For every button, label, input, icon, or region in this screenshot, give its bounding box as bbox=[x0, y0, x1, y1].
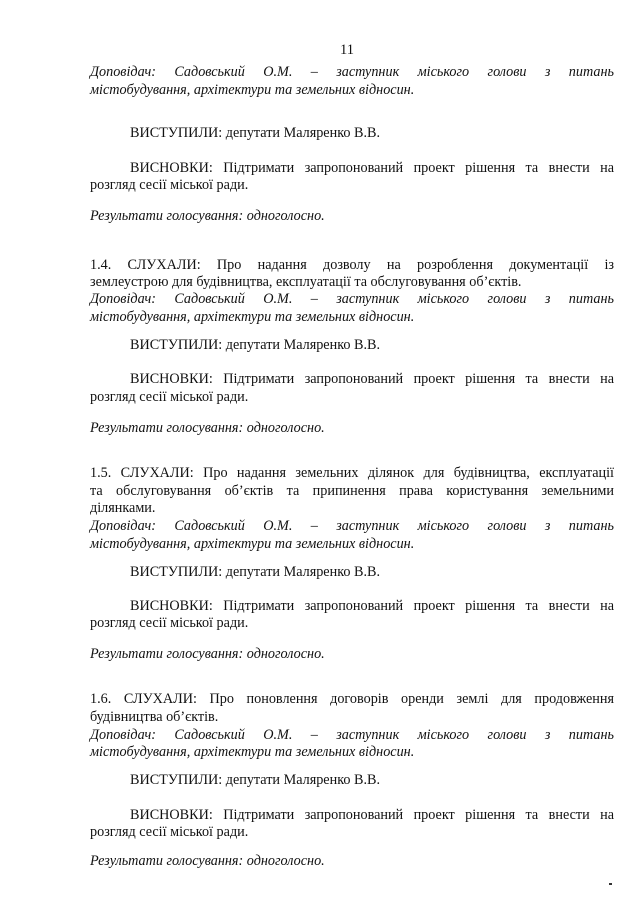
heard-line: землеустрою для будівництва, експлуатації та обслуговування об’єктів. bbox=[90, 274, 522, 290]
voting-result: Результати голосування: одноголосно. bbox=[90, 853, 325, 869]
heard-line: 1.5. СЛУХАЛИ: Про надання земельних ділянок для будівництва, експлуатації bbox=[90, 465, 614, 481]
voting-result: Результати голосування: одноголосно. bbox=[90, 208, 325, 224]
conclusion-line: розгляд сесії міської ради. bbox=[90, 389, 249, 405]
heard-line: будівництва об’єктів. bbox=[90, 709, 219, 725]
speaker-line: Доповідач: Садовський О.М. – заступник міського голови з питань bbox=[90, 727, 614, 743]
conclusion-line: ВИСНОВКИ: Підтримати запропонований проект рішення та внести на bbox=[130, 807, 614, 823]
conclusion-line: ВИСНОВКИ: Підтримати запропонований проект рішення та внести на bbox=[130, 598, 614, 614]
voting-result: Результати голосування: одноголосно. bbox=[90, 420, 325, 436]
heard-line: 1.4. СЛУХАЛИ: Про надання дозволу на розроблення документації із bbox=[90, 257, 614, 273]
heard-line: та обслуговування об’єктів та припинення права користування земельними bbox=[90, 483, 614, 499]
conclusion-line: розгляд сесії міської ради. bbox=[90, 177, 249, 193]
speaker-line: містобудування, архітектури та земельних відносин. bbox=[90, 744, 415, 760]
conclusion-line: ВИСНОВКИ: Підтримати запропонований проект рішення та внести на bbox=[130, 371, 614, 387]
conclusion-line: розгляд сесії міської ради. bbox=[90, 824, 249, 840]
speakers-line: ВИСТУПИЛИ: депутати Маляренко В.В. bbox=[130, 564, 381, 580]
scan-mark bbox=[609, 883, 612, 885]
conclusion-line: розгляд сесії міської ради. bbox=[90, 615, 249, 631]
speaker-line: містобудування, архітектури та земельних відносин. bbox=[90, 82, 415, 98]
speaker-line: Доповідач: Садовський О.М. – заступник міського голови з питань bbox=[90, 518, 614, 534]
heard-line: ділянками. bbox=[90, 500, 156, 516]
speakers-line: ВИСТУПИЛИ: депутати Маляренко В.В. bbox=[130, 337, 381, 353]
speaker-line: містобудування, архітектури та земельних відносин. bbox=[90, 309, 415, 325]
heard-line: 1.6. СЛУХАЛИ: Про поновлення договорів оренди землі для продовження bbox=[90, 691, 614, 707]
speakers-line: ВИСТУПИЛИ: депутати Маляренко В.В. bbox=[130, 125, 381, 141]
speaker-line: містобудування, архітектури та земельних відносин. bbox=[90, 536, 415, 552]
speaker-line: Доповідач: Садовський О.М. – заступник міського голови з питань bbox=[90, 291, 614, 307]
page-number: 11 bbox=[340, 42, 354, 58]
voting-result: Результати голосування: одноголосно. bbox=[90, 646, 325, 662]
speaker-line: Доповідач: Садовський О.М. – заступник міського голови з питань bbox=[90, 64, 614, 80]
speakers-line: ВИСТУПИЛИ: депутати Маляренко В.В. bbox=[130, 772, 381, 788]
conclusion-line: ВИСНОВКИ: Підтримати запропонований проект рішення та внести на bbox=[130, 160, 614, 176]
